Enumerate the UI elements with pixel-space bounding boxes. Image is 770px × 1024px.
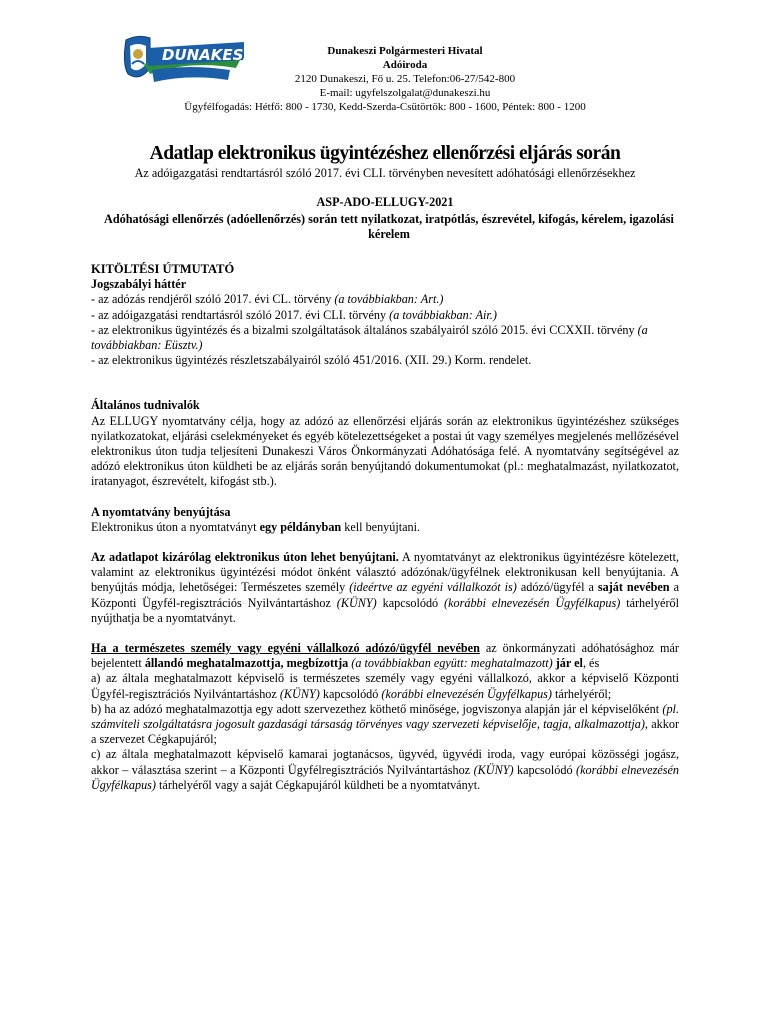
option-b: b) ha az adózó meghatalmazottja egy adott szervezethez köthető minősége, jogviszonya alapján jár el képviselőként (pl. számviteli szolgáltatásra jogosult gazdasági társaság törvényes vagy szervezeti képviselője, tagja, alkalmazottja), akkor a szervezet Cégkapujáról; (91, 701, 679, 747)
org-name: Dunakeszi Polgármesteri Hivatal (327, 45, 483, 57)
submit-heading: A nyomtatvány benyújtása (91, 504, 231, 519)
document-title: Adatlap elektronikus ügyintézéshez ellenőrzési eljárás során (149, 143, 621, 164)
option-a: a) az általa meghatalmazott képviselő is természetes személy vagy egyéni vállalkozó, akkor a képviselő Központi Ügyfél-regisztrációs Nyilvántartáshoz (KÜNY) kapcsolódó (korábbi elnevezésén Ügyfélkapus) tárhelyéről; (91, 671, 679, 701)
form-code: ASP-ADO-ELLUGY-2021 (316, 195, 454, 209)
legal-item: - az adóigazgatási rendtartásról szóló 2017. évi CLI. törvény (a továbbiakban: Air.) (91, 307, 497, 322)
electronic-only-paragraph: Az adatlapot kizárólag elektronikus úton lehet benyújtani. A nyomtatványt az elektronikus ügyintézésre kötelezett, valamint az elektronikus ügyintézési módot önként választó adózónak/ügyfélnek elektronikusan kell benyújtania. A benyújtás módja, lehetőségei: Természetes személy (ideértve az egyéni vállalkozót is) adózó/ügyfél a saját nevében a Központi Ügyfél-regisztrációs Nyilvántartáshoz (KÜNY) kapcsolódó (korábbi elnevezésén Ügyfélkapus) tárhelyéről nyújthatja be a nyomtatványt. (91, 550, 680, 625)
legal-item: - az elektronikus ügyintézés és a bizalmi szolgáltatások általános szabályairól szóló 2015. évi CCXXII. törvény (a továbbiakban: Eüsztv.) (91, 322, 648, 353)
submit-paragraph: Elektronikus úton a nyomtatványt egy példányban kell benyújtani. (91, 519, 421, 534)
dept-name: Adóiroda (382, 59, 428, 71)
address-line: 2120 Dunakeszi, Fő u. 25. Telefon:06-27/542-800 (294, 73, 516, 85)
legal-item: - az adózás rendjéről szóló 2017. évi CL. törvény (a továbbiakban: Art.) (91, 292, 444, 307)
document-subtitle: Az adóigazgatási rendtartásról szóló 2017. évi CLI. törvényben nevesített adóhatósági ellenőrzésekhez (134, 166, 636, 180)
logo-wordmark: DUNAKESZI (162, 46, 260, 64)
email-line: E-mail: ugyfelszolgalat@dunakeszi.hu (319, 87, 491, 99)
form-description: Adóhatósági ellenőrzés (adóellenőrzés) során tett nyilatkozat, iratpótlás, észrevétel, kifogás, kérelem, igazolási kérelem (104, 212, 674, 242)
office-header (0, 44, 770, 114)
general-paragraph: Az ELLUGY nyomtatvány célja, hogy az adózó az ellenőrzési eljárás során az elektronikus ügyintézéshez szükséges nyilatkozatokat, eljárási cselekményeket és egyéb kötelezettségeket a postai út vagy személyes megjelenés mellőzésével elektronikus úton tudja teljesíteni Dunakeszi Város Önkormányzati Adóhatósága felé. A nyomtatvány segítségével az adózó elektronikus úton küldheti be az eljárás során benyújtandó dokumentumokat (pl.: meghatalmazást, nyilatkozatot, iratanyagot, észrevételt, kifogást stb.). (91, 413, 679, 489)
guide-content (91, 262, 679, 793)
representative-paragraph: Ha a természetes személy vagy egyéni vállalkozó adózó/ügyfél nevében az önkormányzati adóhatósághoz már bejelentett állandó meghatalmazottja, megbízottja (a továbbiakban együtt: meghatalmazott) jár el, és (91, 641, 679, 671)
guide-heading: KITÖLTÉSI ÚTMUTATÓ (91, 262, 235, 276)
legal-list (91, 292, 679, 368)
opening-hours: Ügyfélfogadás: Hétfő: 800 - 1730, Kedd-Szerda-Csütörtök: 800 - 1600, Péntek: 800 - 1200 (184, 101, 586, 113)
legal-item: - az elektronikus ügyintézés részletszabályairól szóló 451/2016. (XII. 29.) Korm. rendelet. (91, 353, 532, 368)
option-c: c) az általa meghatalmazott képviselő kamarai jogtanácsos, ügyvéd, ügyvédi iroda, vagy európai közösségi jogász, akkor – választása szerint – a Központi Ügyfélregisztrációs Nyilvántartáshoz (KÜNY) kapcsolódó (korábbi elnevezésén Ügyfélkapus) tárhelyéről vagy a saját Cégkapujáról küldheti be a nyomtatványt. (91, 747, 679, 792)
general-heading: Általános tudnivalók (91, 398, 200, 413)
legal-heading: Jogszabályi háttér (91, 277, 187, 292)
